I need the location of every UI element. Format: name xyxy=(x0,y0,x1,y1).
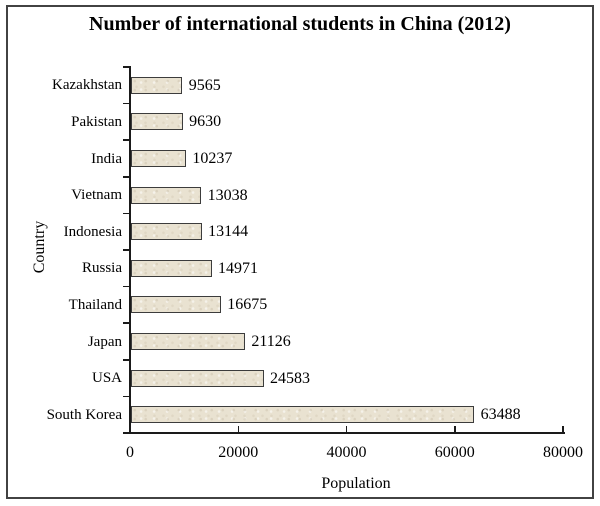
category-label: Kazakhstan xyxy=(52,77,122,94)
x-tick-label: 40000 xyxy=(326,444,367,461)
y-axis-tick xyxy=(123,103,129,105)
y-axis-tick xyxy=(123,432,129,434)
bar xyxy=(131,223,202,240)
category-label: Vietnam xyxy=(71,187,122,204)
y-axis-tick xyxy=(123,139,129,141)
x-axis-tick xyxy=(238,426,240,432)
y-axis-title: Country xyxy=(31,220,48,274)
bar xyxy=(131,150,186,167)
y-axis-tick xyxy=(123,322,129,324)
category-label: Thailand xyxy=(68,296,122,313)
x-axis-title: Population xyxy=(321,475,391,492)
value-label: 10237 xyxy=(192,150,233,167)
bar xyxy=(131,333,245,350)
y-axis-tick xyxy=(123,176,129,178)
bar xyxy=(131,187,202,204)
bar xyxy=(131,113,183,130)
category-label: USA xyxy=(91,370,122,387)
value-label: 9630 xyxy=(189,113,222,131)
value-label: 14971 xyxy=(218,259,259,277)
y-axis-tick xyxy=(123,66,129,68)
x-axis-tick xyxy=(346,426,348,432)
bar xyxy=(131,77,183,94)
value-label: 13144 xyxy=(208,223,249,241)
x-tick-label: 20000 xyxy=(218,444,259,461)
category-label: Indonesia xyxy=(63,223,122,240)
chart-title: Number of international students in China (2012) xyxy=(89,13,511,35)
value-label: 9565 xyxy=(188,76,221,94)
y-axis-tick xyxy=(123,286,129,288)
x-axis-tick xyxy=(562,426,564,432)
bar xyxy=(131,260,212,277)
value-label: 21126 xyxy=(251,333,291,350)
x-axis-line xyxy=(129,432,565,434)
x-axis-tick xyxy=(454,426,456,432)
y-axis-tick xyxy=(123,396,129,398)
value-label: 63488 xyxy=(480,406,521,424)
value-label: 16675 xyxy=(227,296,268,314)
category-label: India xyxy=(91,150,122,167)
category-label: Pakistan xyxy=(71,113,122,130)
bar xyxy=(131,370,264,387)
y-axis-tick xyxy=(123,249,129,251)
bar xyxy=(131,296,221,313)
x-tick-label: 0 xyxy=(126,444,134,461)
value-label: 13038 xyxy=(207,186,248,204)
category-label: Russia xyxy=(81,260,122,277)
y-axis-tick xyxy=(123,213,129,215)
value-label: 24583 xyxy=(270,369,311,387)
y-axis-tick xyxy=(123,359,129,361)
x-tick-label: 80000 xyxy=(543,444,583,461)
x-tick-label: 60000 xyxy=(434,444,475,461)
bar xyxy=(131,406,475,423)
category-label: Japan xyxy=(87,333,122,350)
category-label: South Korea xyxy=(46,406,122,423)
